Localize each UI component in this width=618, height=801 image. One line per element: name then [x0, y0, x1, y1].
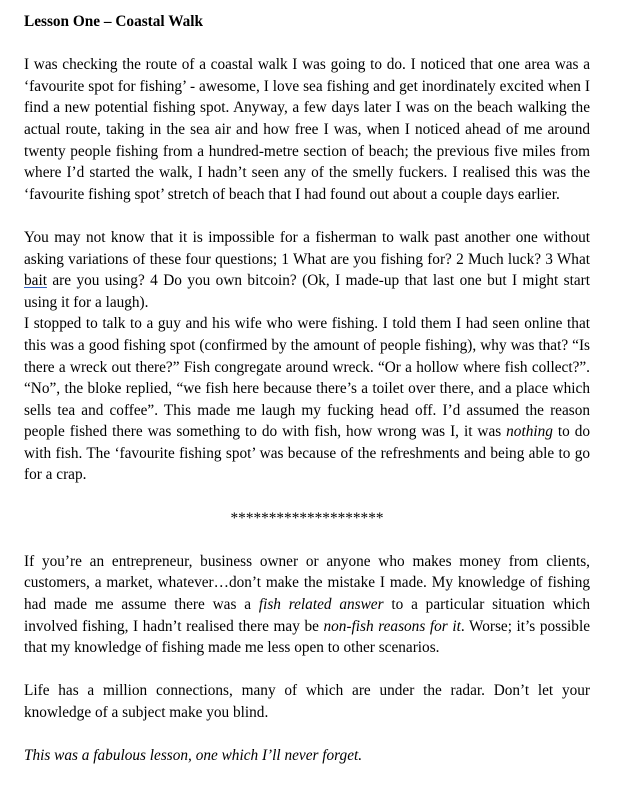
paragraph-gap	[24, 724, 590, 746]
closing-line: This was a fabulous lesson, one which I’ll never forget.	[24, 747, 363, 765]
document-title: Lesson One – Coastal Walk	[24, 13, 204, 30]
spellcheck-word-bait[interactable]: bait	[24, 272, 47, 290]
paragraph-gap	[24, 659, 590, 681]
paragraph-lesson-text-b: to a particular situation which involved fishing, I hadn’t realised there may be	[24, 596, 590, 635]
paragraph-lesson-text-a: If you’re an entrepreneur, business owner or anyone who makes money from clients, customers, a market, whatever…don’t make the mistake I made. My knowledge of fishing had made me assume there was a	[24, 552, 590, 614]
emphasis-fish-related-answer: fish related answer	[258, 596, 384, 614]
paragraph-intro: I was checking the route of a coastal walk I was going to do. I noticed that one area was a ‘favourite spot for fishing’ - awesome, I love sea fishing and get inordinately excited when I find a new potential fishing spot. Anyway, a few days later I was on the beach walking the actual route, taking in the sea air and how free I was, when I noticed ahead of me around twenty people fishing from a hundred-metre section of beach; the previous five miles from where I’d started the walk, I hadn’t seen any of the smelly fuckers. I realised this was the ‘favourite fishing spot’ stretch of beach that I had found out about a couple days earlier.	[24, 56, 590, 203]
paragraph-gap	[24, 529, 590, 551]
paragraph-lesson	[24, 551, 590, 659]
paragraph-connections: Life has a million connections, many of which are under the radar. Don’t let your knowledge of a subject make you blind.	[24, 682, 590, 721]
paragraph-conversation-text-a: I stopped to talk to a guy and his wife who were fishing. I told them I had seen online that this was a good fishing spot (confirmed by the amount of people fishing), why was that? “Is there a wreck out there?” Fish congregate around wreck. “Or a hollow where fish collect?”. “No”, the bloke replied, “we fish here because there’s a toilet over there, and a place which sells tea and coffee”. This made me laugh my fucking head off. I’d assumed the reason people fished there was something to do with fish, how wrong was I, it was	[24, 315, 590, 441]
paragraph-conversation	[24, 313, 590, 486]
paragraph-gap	[24, 205, 590, 227]
paragraph-lesson-text-c: . Worse; it’s possible that my knowledge of fishing made me less open to other scenarios.	[24, 617, 590, 657]
paragraph-conversation-text-b: to do with fish. The ‘favourite fishing spot’ was because of the refreshments and being able to go for a crap.	[24, 423, 591, 484]
emphasis-non-fish-reasons: non-fish reasons for it	[323, 617, 461, 635]
document-page	[24, 11, 590, 767]
paragraph-questions	[24, 227, 590, 313]
paragraph-gap	[24, 486, 590, 508]
section-separator: ********************	[230, 509, 384, 527]
paragraph-questions-text-a: You may not know that it is impossible for a fisherman to walk past another one without asking variations of these four questions; 1 What are you fishing for? 2 Much luck? 3 What	[24, 228, 590, 268]
paragraph-questions-text-b: are you using? 4 Do you own bitcoin? (Ok, I made-up that last one but I might start using it for a laugh).	[24, 272, 590, 311]
emphasis-nothing: nothing	[506, 423, 553, 441]
